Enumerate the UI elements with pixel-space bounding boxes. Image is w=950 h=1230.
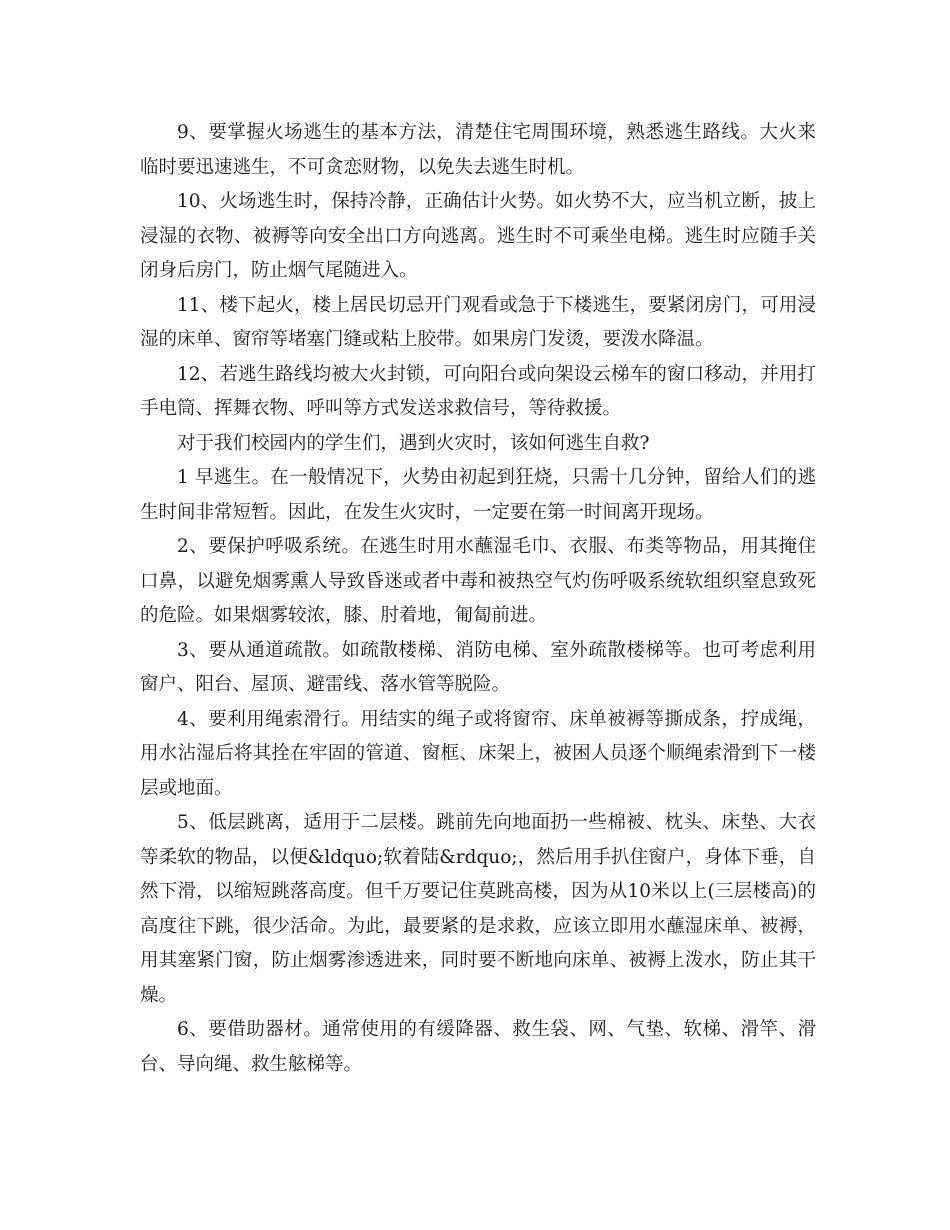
- paragraph-use-equipment: 6、要借助器材。通常使用的有缓降器、救生袋、网、气垫、软梯、滑竿、滑台、导向绳、救生舷梯等。: [140, 1019, 816, 1075]
- paragraph-escape-method: 9、要掌握火场逃生的基本方法，清楚住宅周围环境，熟悉逃生路线。大火来临时要迅速逃生，不可贪恋财物，以免失去逃生时机。: [140, 122, 816, 178]
- paragraph-signal-for-help: 12、若逃生路线均被大火封锁，可向阳台或向架设云梯车的窗口移动，并用打手电筒、挥舞衣物、呼叫等方式发送求救信号，等待救援。: [140, 363, 816, 419]
- paragraph-low-floor-jump: 5、低层跳离，适用于二层楼。跳前先向地面扔一些棉被、枕头、床垫、大衣等柔软的物品，以便&ldquo;软着陆&rdquo;，然后用手扒住窗户，身体下垂，自然下滑，以缩短跳落高度。但千万要记住莫跳高楼，因为从10米以上(三层楼高)的高度往下跳，很少活命。为此，最要紧的是求救，应该立即用水蘸湿床单、被褥，用其塞紧门窗，防止烟雾渗透进来，同时要不断地向床单、被褥上泼水，防止其干燥。: [140, 812, 816, 1006]
- paragraph-fire-downstairs: 11、楼下起火，楼上居民切忌开门观看或急于下楼逃生，要紧闭房门，可用浸湿的床单、窗帘等堵塞门缝或粘上胶带。如果房门发烫，要泼水降温。: [140, 294, 816, 350]
- paragraph-rope-sliding: 4、要利用绳索滑行。用结实的绳子或将窗帘、床单被褥等撕成条，拧成绳，用水沾湿后将其拴在牢固的管道、窗框、床架上，被困人员逐个顺绳索滑到下一楼层或地面。: [140, 708, 816, 799]
- document-body: [140, 116, 816, 1082]
- paragraph-use-passages: 3、要从通道疏散。如疏散楼梯、消防电梯、室外疏散楼梯等。也可考虑利用窗户、阳台、屋顶、避雷线、落水管等脱险。: [140, 639, 816, 695]
- paragraph-campus-question: 对于我们校园内的学生们，遇到火灾时，该如何逃生自救?: [177, 432, 650, 454]
- paragraph-protect-breathing: 2、要保护呼吸系统。在逃生时用水蘸湿毛巾、衣服、布类等物品，用其掩住口鼻，以避免烟雾熏人导致昏迷或者中毒和被热空气灼伤呼吸系统软组织窒息致死的危险。如果烟雾较浓，膝、肘着地，匍匐前进。: [140, 536, 816, 626]
- paragraph-stay-calm: 10、火场逃生时，保持冷静，正确估计火势。如火势不大，应当机立断，披上浸湿的衣物、被褥等向安全出口方向逃离。逃生时不可乘坐电梯。逃生时应随手关闭身后房门，防止烟气尾随进入。: [140, 191, 816, 281]
- paragraph-escape-early: 1 早逃生。在一般情况下，火势由初起到狂烧，只需十几分钟，留给人们的逃生时间非常短暂。因此，在发生火灾时，一定要在第一时间离开现场。: [140, 467, 816, 523]
